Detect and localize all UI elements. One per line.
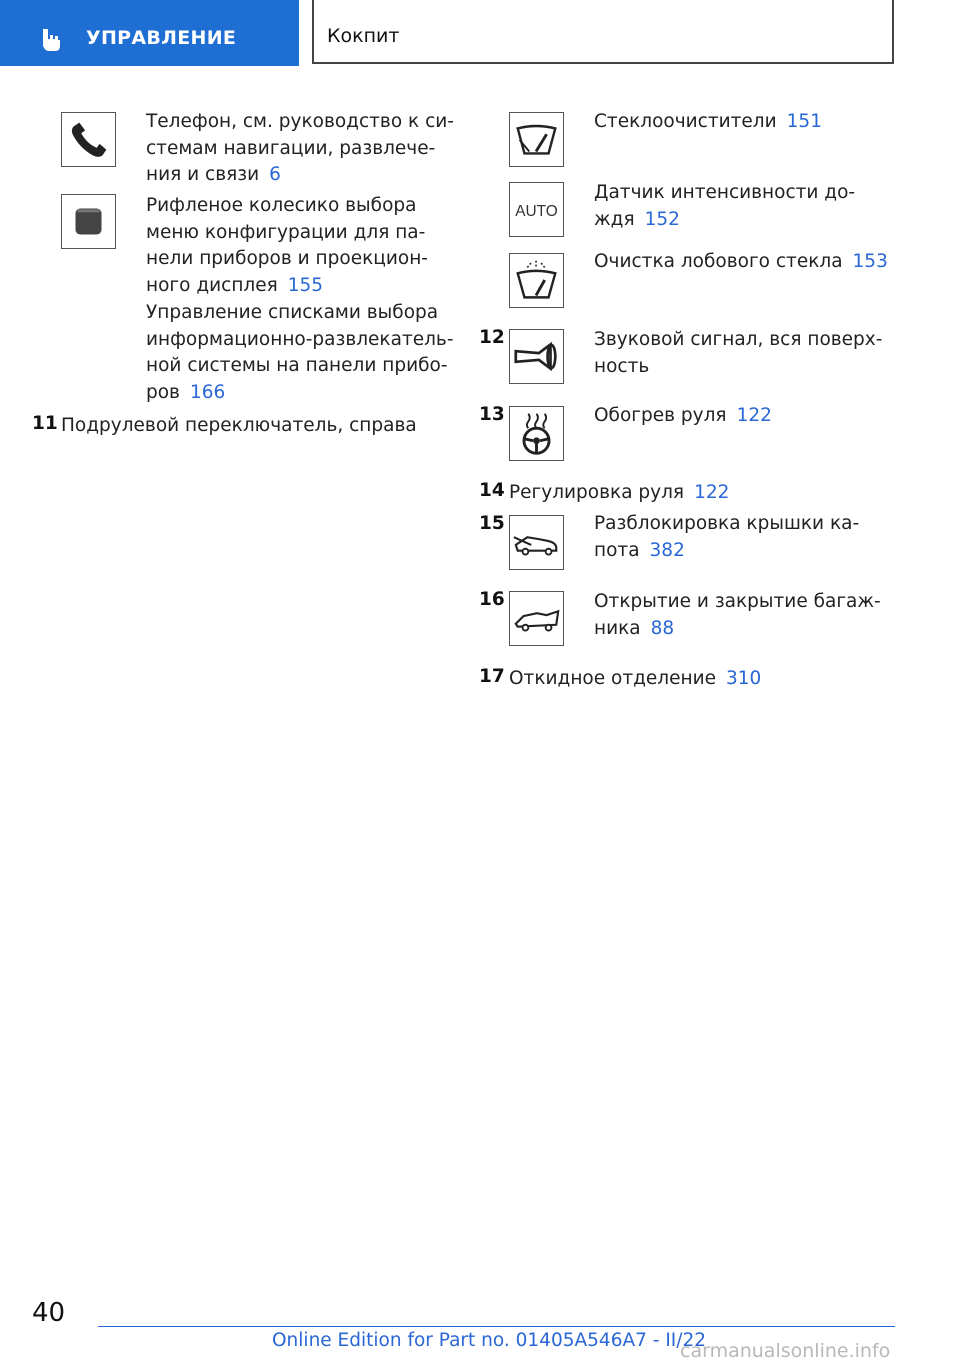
item-15-text: Разблокировка крышки ка- пота [594,513,860,561]
wheel-text: Рифленое колесико выбора меню конфигурации для па- нели приборов и проекцион- ного дисплея [146,195,428,296]
pointing-hand-icon [38,26,64,52]
chapter-header [312,0,894,64]
phone-handset-icon [61,112,116,167]
watermark: carmanualsonline.info [680,1340,891,1362]
edition-note: Online Edition for Part no. 01405A546A7 - II/22 [272,1330,707,1351]
item-16-number: 16 [479,589,505,610]
item-14-text: Регулировка руля [509,482,685,503]
item-15-entry [594,511,859,564]
phone-entry [146,109,454,189]
thumbwheel-icon [61,194,116,249]
item-16-entry [594,589,881,642]
item-11-number: 11 [32,413,58,434]
item-17-page-link[interactable]: 310 [725,668,762,689]
item-14-entry [509,480,729,507]
washer-icon [509,253,564,308]
item-14-page-link[interactable]: 122 [694,482,730,503]
wheel-entry [146,193,428,299]
phone-text: Телефон, см. руководство к си- стемам навигации, развлече- ния и связи [146,111,454,185]
item-16-page-link[interactable]: 88 [650,617,675,639]
item-17-text: Откидное отделение [509,668,716,689]
chapter-title: Кокпит [327,25,400,47]
wiper-icon [509,112,564,167]
item-13-page-link[interactable]: 122 [736,405,772,426]
item-17-entry [509,666,761,693]
wipers-text: Стеклоочистители [594,111,777,132]
lists-entry [146,300,454,406]
wipers-entry [594,109,822,136]
item-16-text: Открытие и закрытие багаж- ника [594,591,881,639]
washer-page-link[interactable]: 153 [852,251,888,272]
footer-divider [98,1326,895,1327]
item-15-page-link[interactable]: 382 [649,539,685,561]
section-title: УПРАВЛЕНИЕ [86,27,237,49]
item-17-number: 17 [479,666,505,687]
washer-text: Очистка лобового стекла [594,251,843,272]
item-12-text: Звуковой сигнал, вся поверх- ность [594,329,883,377]
wipers-page-link[interactable]: 151 [786,111,822,132]
auto-icon [509,182,564,237]
phone-page-link[interactable]: 6 [269,164,281,185]
lists-page-link[interactable]: 166 [189,381,226,403]
item-13-text: Обогрев руля [594,405,727,426]
section-tab[interactable] [0,0,299,66]
item-11-text: Подрулевой переключатель, справа [61,415,417,436]
item-12-number: 12 [479,327,505,348]
page-number: 40 [32,1298,66,1328]
item-13-entry [594,403,772,430]
rain-sensor-entry [594,180,855,233]
rain-sensor-text: Датчик интенсивности до- ждя [594,182,856,230]
auto-icon-text: AUTO [515,202,558,220]
rain-sensor-page-link[interactable]: 152 [644,208,680,230]
item-13-number: 13 [479,404,505,425]
trunk-icon [509,591,564,646]
item-14-number: 14 [479,480,505,501]
wheel-page-link[interactable]: 155 [287,274,324,296]
heated-steering-icon [509,406,564,461]
washer-entry [594,249,888,276]
hood-release-icon [509,515,564,570]
item-15-number: 15 [479,513,505,534]
horn-icon [509,329,564,384]
lists-text: Управление списками выбора информационно-развлекатель- ной системы на панели прибо- ров [146,302,454,403]
